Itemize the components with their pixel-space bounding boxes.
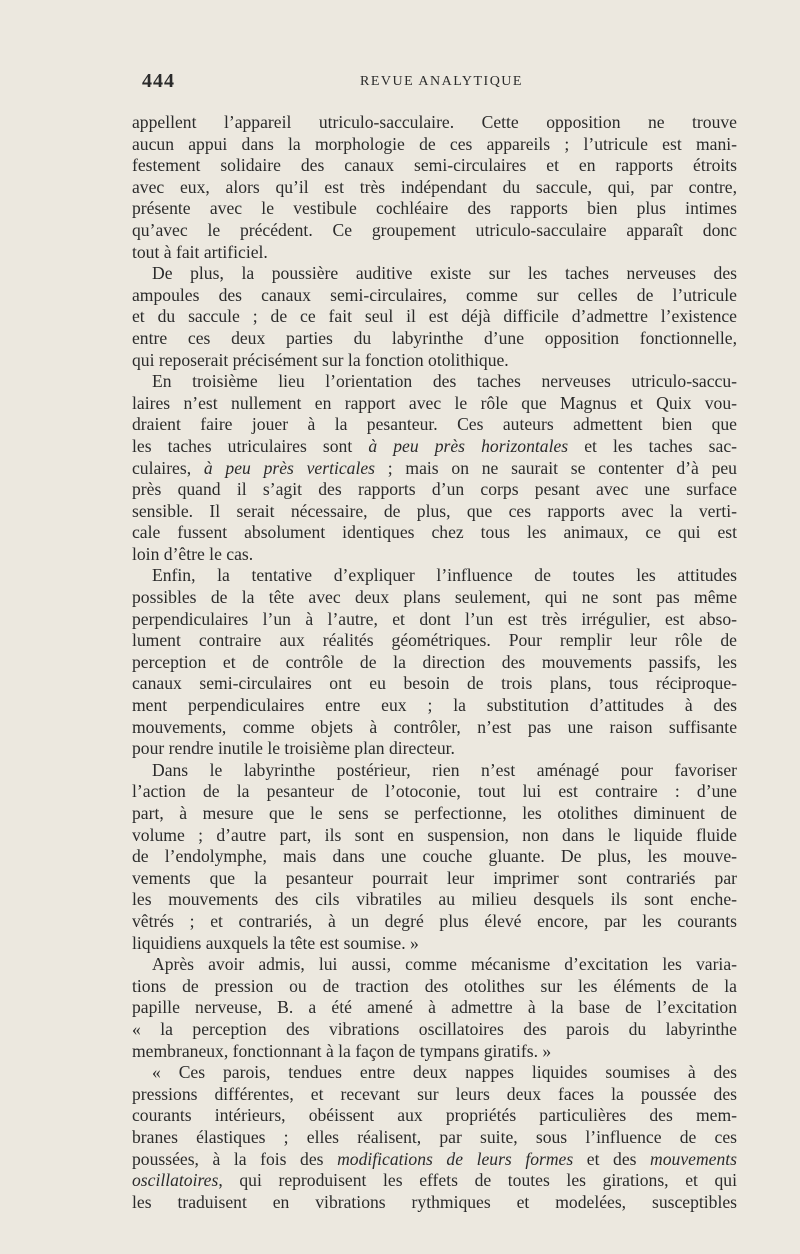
text-line: « Ces parois, tendues entre deux nappes liquides soumises à des [152, 1062, 737, 1083]
text-line: En troisième lieu l’orientation des taches nerveuses utriculo-saccu- [152, 371, 737, 392]
text-line: présente avec le vestibule cochléaire des rapports bien plus intimes [132, 198, 737, 219]
text-line: loin d’être le cas. [132, 543, 254, 564]
text-line: vements que la pesanteur pourrait leur imprimer sont contrariés par [132, 867, 737, 888]
text-line: possibles de la tête avec deux plans seulement, qui ne sont pas même [132, 587, 737, 608]
text-line: pour rendre inutile le troisième plan directeur. [132, 738, 455, 759]
text-line: liquidiens auxquels la tête est soumise. » [132, 932, 419, 953]
text-line: Enfin, la tentative d’expliquer l’influence de toutes les attitudes [152, 565, 737, 586]
text-line: aucun appui dans la morphologie de ces appareils ; l’utricule est mani- [132, 133, 737, 154]
text-line: vêtrés ; et contrariés, à un degré plus élevé encore, par les courants [132, 910, 737, 931]
text-line: poussées, à la fois des modifications de leurs formes et des mouvements [132, 1148, 737, 1169]
text-line: festement solidaire des canaux semi-circulaires et en rapports étroits [132, 155, 737, 176]
text-line: et du saccule ; de ce fait seul il est déjà difficile d’admettre l’existence [132, 306, 737, 327]
text-line: de l’endolymphe, mais dans une couche gluante. De plus, les mouve- [132, 846, 737, 867]
text-line: perpendiculaires l’un à l’autre, et dont l’un est très irrégulier, est abso- [132, 608, 737, 629]
text-line: ment perpendiculaires entre eux ; la substitution d’attitudes à des [132, 695, 737, 716]
text-line: tions de pression ou de traction des otolithes sur les éléments de la [132, 975, 737, 996]
text-line: l’action de la pesanteur de l’otoconie, tout lui est contraire : d’une [132, 781, 737, 802]
text-line: appellent l’appareil utriculo-sacculaire. Cette opposition ne trouve [132, 112, 737, 132]
text-line: cale fussent absolument identiques chez tous les animaux, ce qui est [132, 522, 737, 543]
text-line: « la perception des vibrations oscillatoires des parois du labyrinthe [132, 1018, 737, 1039]
text-line: qui reposerait précisément sur la fonction otolithique. [132, 349, 509, 370]
text-line: membraneux, fonctionnant à la façon de tympans giratifs. » [132, 1040, 552, 1061]
text-line: canaux semi-circulaires ont eu besoin de trois plans, tous réciproque- [132, 673, 737, 694]
text-line: les taches utriculaires sont à peu près horizontales et les taches sac- [132, 435, 738, 456]
text-line: part, à mesure que le sens se perfectionne, les otolithes diminuent de [132, 803, 737, 823]
text-line: volume ; d’autre part, ils sont en suspension, non dans le liquide fluide [132, 824, 737, 845]
text-line: près quand il s’agit des rapports d’un corps pesant avec une surface [132, 479, 737, 500]
text-line: les mouvements des cils vibratiles au milieu desquels ils sont enche- [132, 889, 737, 910]
text-line: sensible. Il serait nécessaire, de plus, que ces rapports avec la verti- [132, 500, 737, 521]
text-line: lument contraire aux réalités géométriques. Pour remplir leur rôle de [132, 630, 737, 651]
text-line: entre ces deux parties du labyrinthe d’une opposition fonctionnelle, [132, 327, 737, 348]
text-line: branes élastiques ; elles réalisent, par suite, sous l’influence de ces [132, 1126, 737, 1147]
text-line: culaires, à peu près verticales ; mais on ne saurait se contenter d’à peu [132, 457, 737, 478]
text-line: courants intérieurs, obéissent aux propriétés particulières des mem- [132, 1105, 737, 1126]
text-line: oscillatoires, qui reproduisent les effets de toutes les girations, et qui [132, 1170, 737, 1191]
text-line: avec eux, alors qu’il est très indépendant du saccule, qui, par contre, [132, 176, 737, 197]
text-line: Après avoir admis, lui aussi, comme mécanisme d’excitation les varia- [152, 954, 737, 975]
running-head: REVUE ANALYTIQUE [360, 74, 523, 89]
text-line: qu’avec le précédent. Ce groupement utriculo-sacculaire apparaît donc [132, 219, 737, 240]
page-number: 444 [142, 70, 175, 92]
text-line: laires n’est nullement en rapport avec le rôle que Magnus et Quix vou- [132, 392, 737, 413]
body-text [132, 112, 737, 1213]
text-line: pressions différentes, et recevant sur leurs deux faces la poussée des [132, 1083, 737, 1104]
page-header [132, 70, 737, 94]
text-line: Dans le labyrinthe postérieur, rien n’est aménagé pour favoriser [152, 759, 737, 780]
text-line: De plus, la poussière auditive existe sur les taches nerveuses des [152, 263, 737, 284]
text-line: mouvements, comme objets à contrôler, n’est pas une raison suffisante [132, 716, 737, 737]
text-line: papille nerveuse, B. a été amené à admettre à la base de l’excitation [132, 997, 737, 1018]
text-line: ampoules des canaux semi-circulaires, comme sur celles de l’utricule [132, 284, 737, 305]
text-line: les traduisent en vibrations rythmiques et modelées, susceptibles [132, 1191, 737, 1212]
text-line: perception et de contrôle de la direction des mouvements passifs, les [132, 651, 737, 672]
text-line: draient faire jouer à la pesanteur. Ces auteurs admettent bien que [132, 414, 737, 435]
text-line: tout à fait artificiel. [132, 241, 268, 262]
